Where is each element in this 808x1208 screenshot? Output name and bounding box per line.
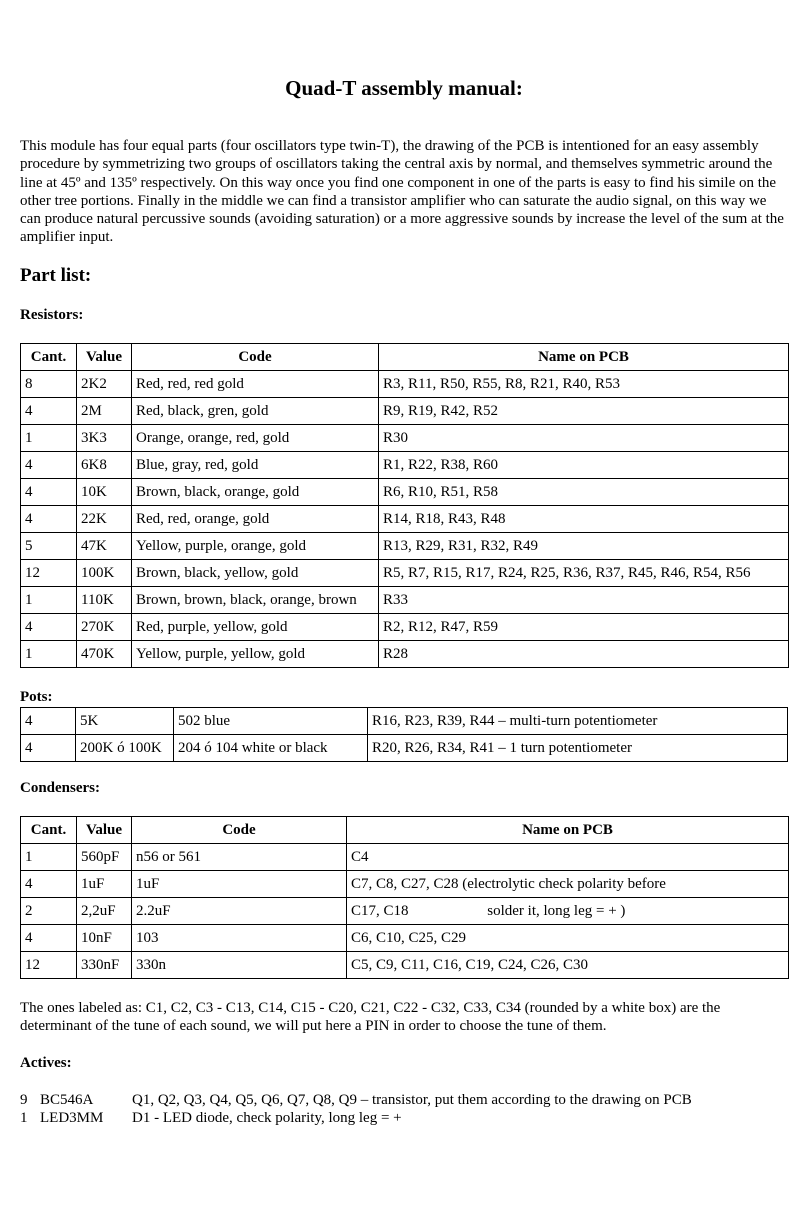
cell-cant: 12: [21, 560, 77, 587]
cell-value: 270K: [77, 614, 132, 641]
cell-cant: 1: [21, 641, 77, 668]
cell-cant: 4: [21, 452, 77, 479]
active-qty: 1: [20, 1110, 28, 1127]
cell-cant: 12: [21, 952, 77, 979]
actives-heading: Actives:: [20, 1055, 72, 1071]
table-row: [21, 371, 789, 398]
cell-value: 470K: [77, 641, 132, 668]
cell-cant: 4: [21, 708, 76, 735]
cell-name-on-pcb: C6, C10, C25, C29: [347, 925, 789, 952]
active-description: D1 - LED diode, check polarity, long leg = +: [132, 1110, 402, 1127]
cell-value: 10nF: [77, 925, 132, 952]
cell-value: 22K: [77, 506, 132, 533]
cell-cant: 4: [21, 479, 77, 506]
cell-value: 47K: [77, 533, 132, 560]
cell-name-on-pcb: C7, C8, C27, C28 (electrolytic check polarity before: [347, 871, 789, 898]
cell-name-on-pcb: R28: [379, 641, 789, 668]
active-description: Q1, Q2, Q3, Q4, Q5, Q6, Q7, Q8, Q9 – transistor, put them according to the drawing on PCB: [132, 1092, 692, 1108]
cell-name-on-pcb: R30: [379, 425, 789, 452]
active-qty: 9: [20, 1092, 28, 1108]
part-list-heading: Part list:: [20, 265, 92, 286]
table-row: [21, 560, 789, 587]
cell-name-on-pcb: R3, R11, R50, R55, R8, R21, R40, R53: [379, 371, 789, 398]
resistors-header-row: [21, 344, 789, 371]
condensers-heading: Condensers:: [20, 780, 101, 796]
cell-value: 3K3: [77, 425, 132, 452]
actives-list: [20, 1091, 692, 1128]
cell-value: 110K: [77, 587, 132, 614]
cell-name-on-pcb: C17, C18 solder it, long leg = + ): [347, 898, 789, 925]
cell-value: 2K2: [77, 371, 132, 398]
cell-code: 502 blue: [174, 708, 368, 735]
table-row: [21, 479, 789, 506]
table-row: [21, 614, 789, 641]
cell-name-on-pcb: R20, R26, R34, R41 – 1 turn potentiometer: [368, 735, 788, 762]
table-row: [21, 952, 789, 979]
cell-code: Brown, black, yellow, gold: [132, 560, 379, 587]
cell-cant: 4: [21, 506, 77, 533]
cell-code: Red, purple, yellow, gold: [132, 614, 379, 641]
cell-name-on-pcb: R2, R12, R47, R59: [379, 614, 789, 641]
cell-value: 2,2uF: [77, 898, 132, 925]
cell-name-on-pcb: R33: [379, 587, 789, 614]
cell-code: Yellow, purple, yellow, gold: [132, 641, 379, 668]
list-item: [20, 1091, 692, 1109]
cell-code: Red, black, gren, gold: [132, 398, 379, 425]
col-header-code: Code: [132, 817, 347, 844]
table-row: [21, 587, 789, 614]
cell-name-on-pcb: R13, R29, R31, R32, R49: [379, 533, 789, 560]
list-item: [20, 1109, 692, 1127]
condensers-table: [20, 816, 789, 979]
cell-name-on-pcb: C4: [347, 844, 789, 871]
cell-value: 100K: [77, 560, 132, 587]
cell-name-on-pcb: R5, R7, R15, R17, R24, R25, R36, R37, R45, R46, R54, R56: [379, 560, 789, 587]
cell-cant: 1: [21, 587, 77, 614]
cell-name-on-pcb: C5, C9, C11, C16, C19, C24, C26, C30: [347, 952, 789, 979]
cell-value: 330nF: [77, 952, 132, 979]
table-row: [21, 641, 789, 668]
cell-cant: 8: [21, 371, 77, 398]
col-header-value: Value: [77, 344, 132, 371]
pots-table: [20, 707, 788, 762]
cell-code: Brown, black, orange, gold: [132, 479, 379, 506]
cell-cant: 4: [21, 735, 76, 762]
cell-name-on-pcb: R16, R23, R39, R44 – multi-turn potentiometer: [368, 708, 788, 735]
cell-value: 6K8: [77, 452, 132, 479]
condensers-header-row: [21, 817, 789, 844]
cell-value: 560pF: [77, 844, 132, 871]
cell-code: n56 or 561: [132, 844, 347, 871]
table-row: [21, 735, 788, 762]
cell-cant: 4: [21, 871, 77, 898]
cell-cant: 4: [21, 614, 77, 641]
cell-code: 330n: [132, 952, 347, 979]
cell-code: Brown, brown, black, orange, brown: [132, 587, 379, 614]
cell-code: 2.2uF: [132, 898, 347, 925]
cell-code: Yellow, purple, orange, gold: [132, 533, 379, 560]
cell-name-on-pcb: R1, R22, R38, R60: [379, 452, 789, 479]
cell-code: 204 ó 104 white or black: [174, 735, 368, 762]
cell-code: 103: [132, 925, 347, 952]
table-row: [21, 925, 789, 952]
cell-cant: 4: [21, 925, 77, 952]
table-row: [21, 506, 789, 533]
table-row: [21, 898, 789, 925]
cell-name-on-pcb: R14, R18, R43, R48: [379, 506, 789, 533]
col-header-cant: Cant.: [21, 344, 77, 371]
cell-value: 2M: [77, 398, 132, 425]
cell-cant: 2: [21, 898, 77, 925]
active-part: BC546A: [40, 1092, 94, 1108]
cell-value: 1uF: [77, 871, 132, 898]
active-part: LED3MM: [40, 1110, 104, 1127]
cell-cant: 1: [21, 844, 77, 871]
cell-cant: 5: [21, 533, 77, 560]
cell-code: Red, red, orange, gold: [132, 506, 379, 533]
cell-code: Red, red, red gold: [132, 371, 379, 398]
table-row: [21, 425, 789, 452]
col-header-cant: Cant.: [21, 817, 77, 844]
table-row: [21, 398, 789, 425]
cell-name-on-pcb: R6, R10, R51, R58: [379, 479, 789, 506]
table-row: [21, 844, 789, 871]
page-title: Quad-T assembly manual:: [285, 76, 523, 100]
cell-name-on-pcb: R9, R19, R42, R52: [379, 398, 789, 425]
col-header-value: Value: [77, 817, 132, 844]
resistors-table: [20, 343, 789, 668]
cell-value: 200K ó 100K: [76, 735, 174, 762]
col-header-name-on-pcb: Name on PCB: [347, 817, 789, 844]
table-row: [21, 708, 788, 735]
cell-cant: 1: [21, 425, 77, 452]
table-row: [21, 871, 789, 898]
resistors-heading: Resistors:: [20, 307, 84, 323]
col-header-code: Code: [132, 344, 379, 371]
cell-value: 5K: [76, 708, 174, 735]
intro-paragraph: This module has four equal parts (four oscillators type twin-T), the drawing of the PCB is intentioned for an easy assembly procedure by symmetrizing two groups of oscillators taking the central axis by normal, and themselves symmetric around the line at 45º and 135º respectively. On this way once you find one component in one of the parts is easy to find his simile on the other tree portions. Finally in the middle we can find a transistor amplifier who can saturate the audio signal, on this way we can produce natural percussive sounds (avoiding saturation) or a more aggressive sounds by increase the level of the sum at the amplifier input.: [20, 138, 784, 246]
tune-note-paragraph: The ones labeled as: C1, C2, C3 - C13, C14, C15 - C20, C21, C22 - C32, C33, C34 (rounded by a white box) are the determinant of the tune of each sound, we will put here a PIN in order to choose the tune of them.: [20, 1000, 721, 1035]
cell-code: 1uF: [132, 871, 347, 898]
table-row: [21, 533, 789, 560]
col-header-name-on-pcb: Name on PCB: [379, 344, 789, 371]
table-row: [21, 452, 789, 479]
pots-heading: Pots:: [20, 689, 53, 705]
cell-code: Blue, gray, red, gold: [132, 452, 379, 479]
cell-value: 10K: [77, 479, 132, 506]
cell-code: Orange, orange, red, gold: [132, 425, 379, 452]
cell-cant: 4: [21, 398, 77, 425]
